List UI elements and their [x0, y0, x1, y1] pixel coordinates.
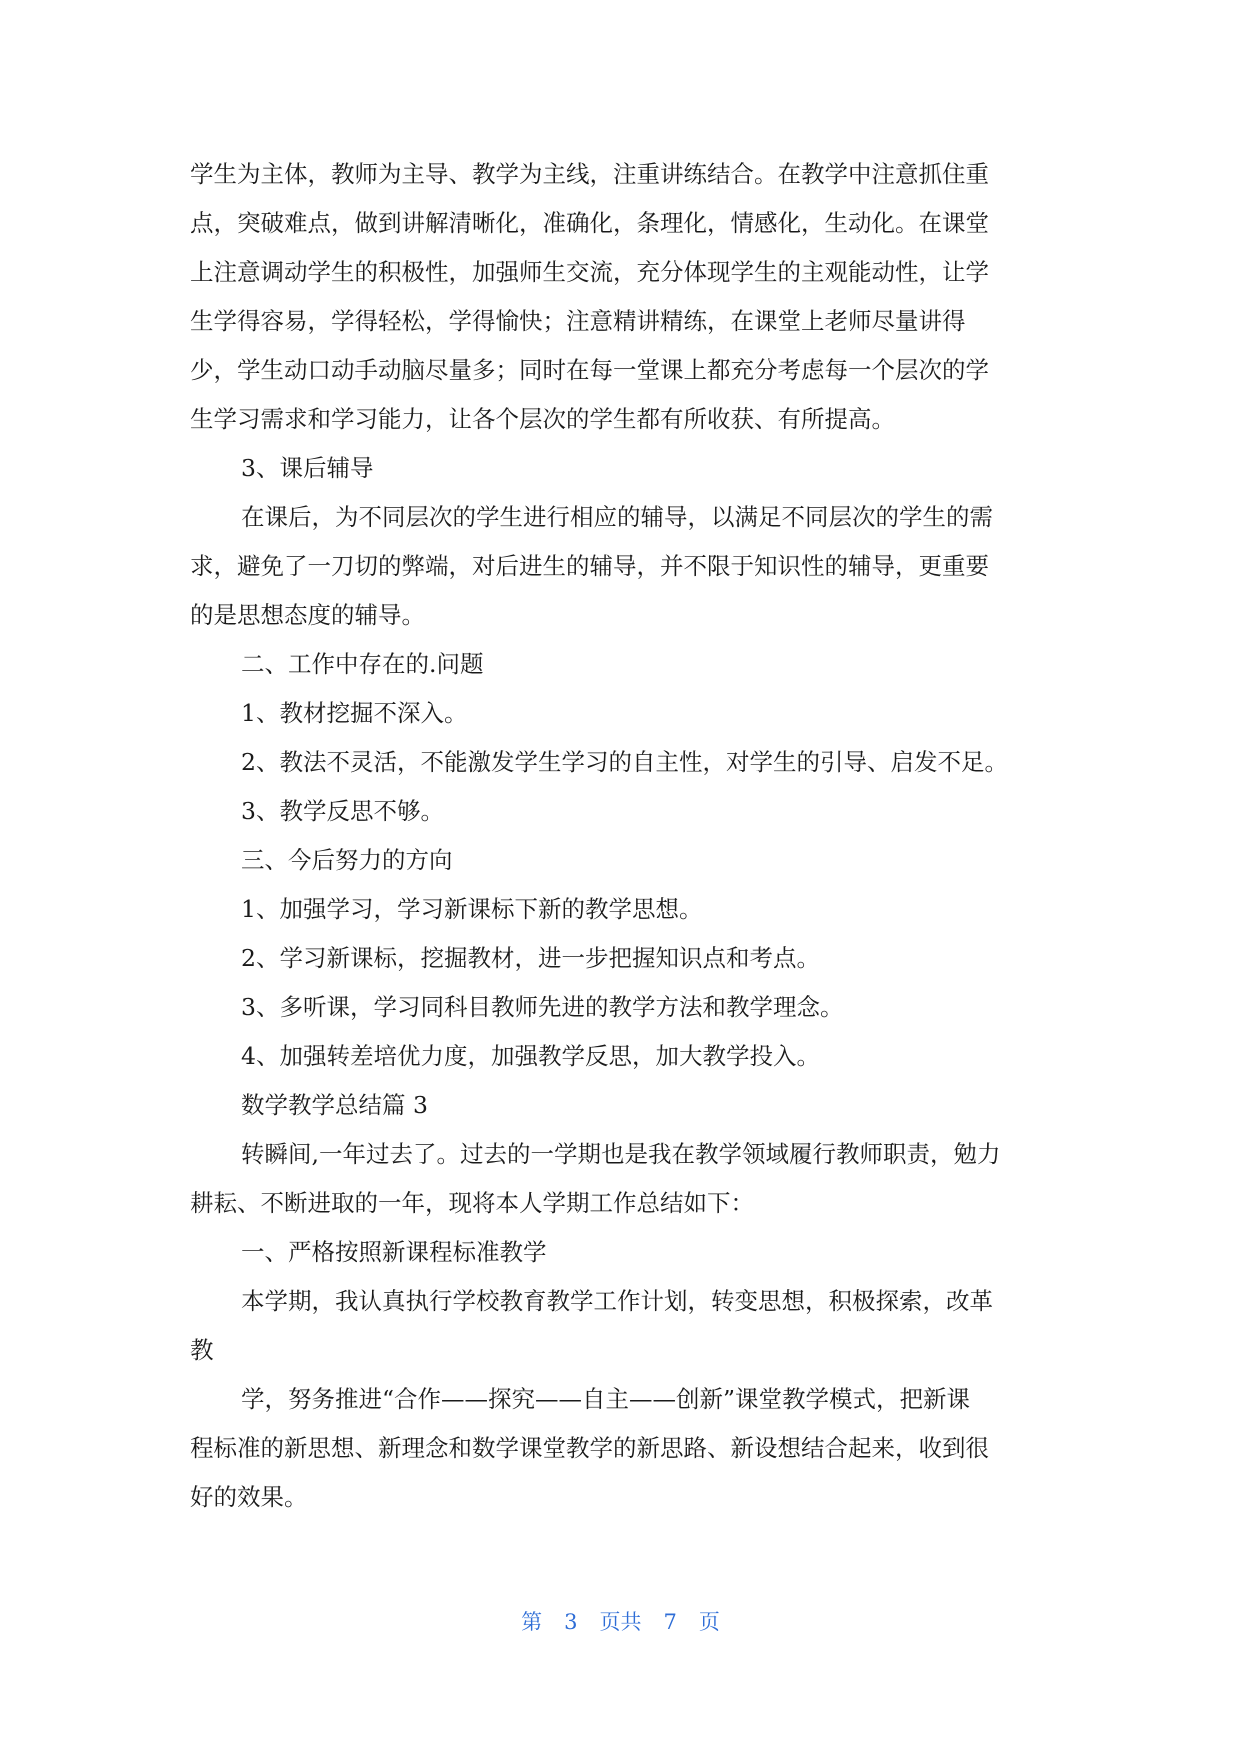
text-line: 2、教法不灵活，不能激发学生学习的自主性，对学生的引导、启发不足。: [241, 748, 1008, 776]
text-line: 4、加强转差培优力度，加强教学反思，加大教学投入。: [241, 1042, 820, 1070]
footer-middle: 页共: [599, 1610, 642, 1634]
text-line: 生学习需求和学习能力，让各个层次的学生都有所收获、有所提高。: [190, 405, 895, 433]
text-line: 的是思想态度的辅导。: [190, 601, 425, 629]
text-line: 生学得容易，学得轻松，学得愉快；注意精讲精练，在课堂上老师尽量讲得: [190, 307, 966, 335]
text-line: 程标准的新思想、新理念和数学课堂教学的新思路、新设想结合起来，收到很: [190, 1434, 989, 1462]
text-line: 2、学习新课标，挖掘教材，进一步把握知识点和考点。: [241, 944, 820, 972]
footer-current-page: 3: [564, 1610, 578, 1634]
text-line: 学生为主体，教师为主导、教学为主线，注重讲练结合。在教学中注意抓住重: [190, 160, 989, 188]
text-line: 耕耘、不断进取的一年，现将本人学期工作总结如下：: [190, 1189, 754, 1217]
page-footer: [0, 1606, 1241, 1636]
text-line: 在课后，为不同层次的学生进行相应的辅导，以满足不同层次的学生的需: [241, 503, 993, 531]
text-line: 3、教学反思不够。: [241, 797, 444, 825]
text-line: 二、工作中存在的.问题: [241, 650, 484, 678]
text-line: 上注意调动学生的积极性，加强师生交流，充分体现学生的主观能动性，让学: [190, 258, 989, 286]
text-line: 本学期，我认真执行学校教育教学工作计划，转变思想，积极探索，改革: [241, 1287, 993, 1315]
footer-suffix: 页: [698, 1610, 720, 1634]
text-line: 教: [190, 1336, 214, 1364]
text-line: 1、教材挖掘不深入。: [241, 699, 468, 727]
document-body: [190, 150, 1060, 1522]
text-line: 学，努务推进“合作——探究——自主——创新”课堂教学模式，把新课: [241, 1385, 971, 1413]
text-line: 三、今后努力的方向: [241, 846, 453, 874]
text-line: 点，突破难点，做到讲解清晰化，准确化，条理化，情感化，生动化。在课堂: [190, 209, 989, 237]
text-line: 数学教学总结篇 3: [241, 1091, 428, 1119]
text-line: 求，避免了一刀切的弊端，对后进生的辅导，并不限于知识性的辅导，更重要: [190, 552, 989, 580]
text-line: 1、加强学习，学习新课标下新的教学思想。: [241, 895, 703, 923]
text-line: 3、课后辅导: [241, 454, 374, 482]
text-line: 转瞬间,一年过去了。过去的一学期也是我在教学领域履行教师职责，勉力: [241, 1140, 1001, 1168]
text-line: 一、严格按照新课程标准教学: [241, 1238, 547, 1266]
text-line: 好的效果。: [190, 1483, 308, 1511]
footer-prefix: 第: [521, 1610, 543, 1634]
text-line: 3、多听课，学习同科目教师先进的教学方法和教学理念。: [241, 993, 844, 1021]
text-line: 少，学生动口动手动脑尽量多；同时在每一堂课上都充分考虑每一个层次的学: [190, 356, 989, 384]
footer-total-pages: 7: [663, 1610, 677, 1634]
